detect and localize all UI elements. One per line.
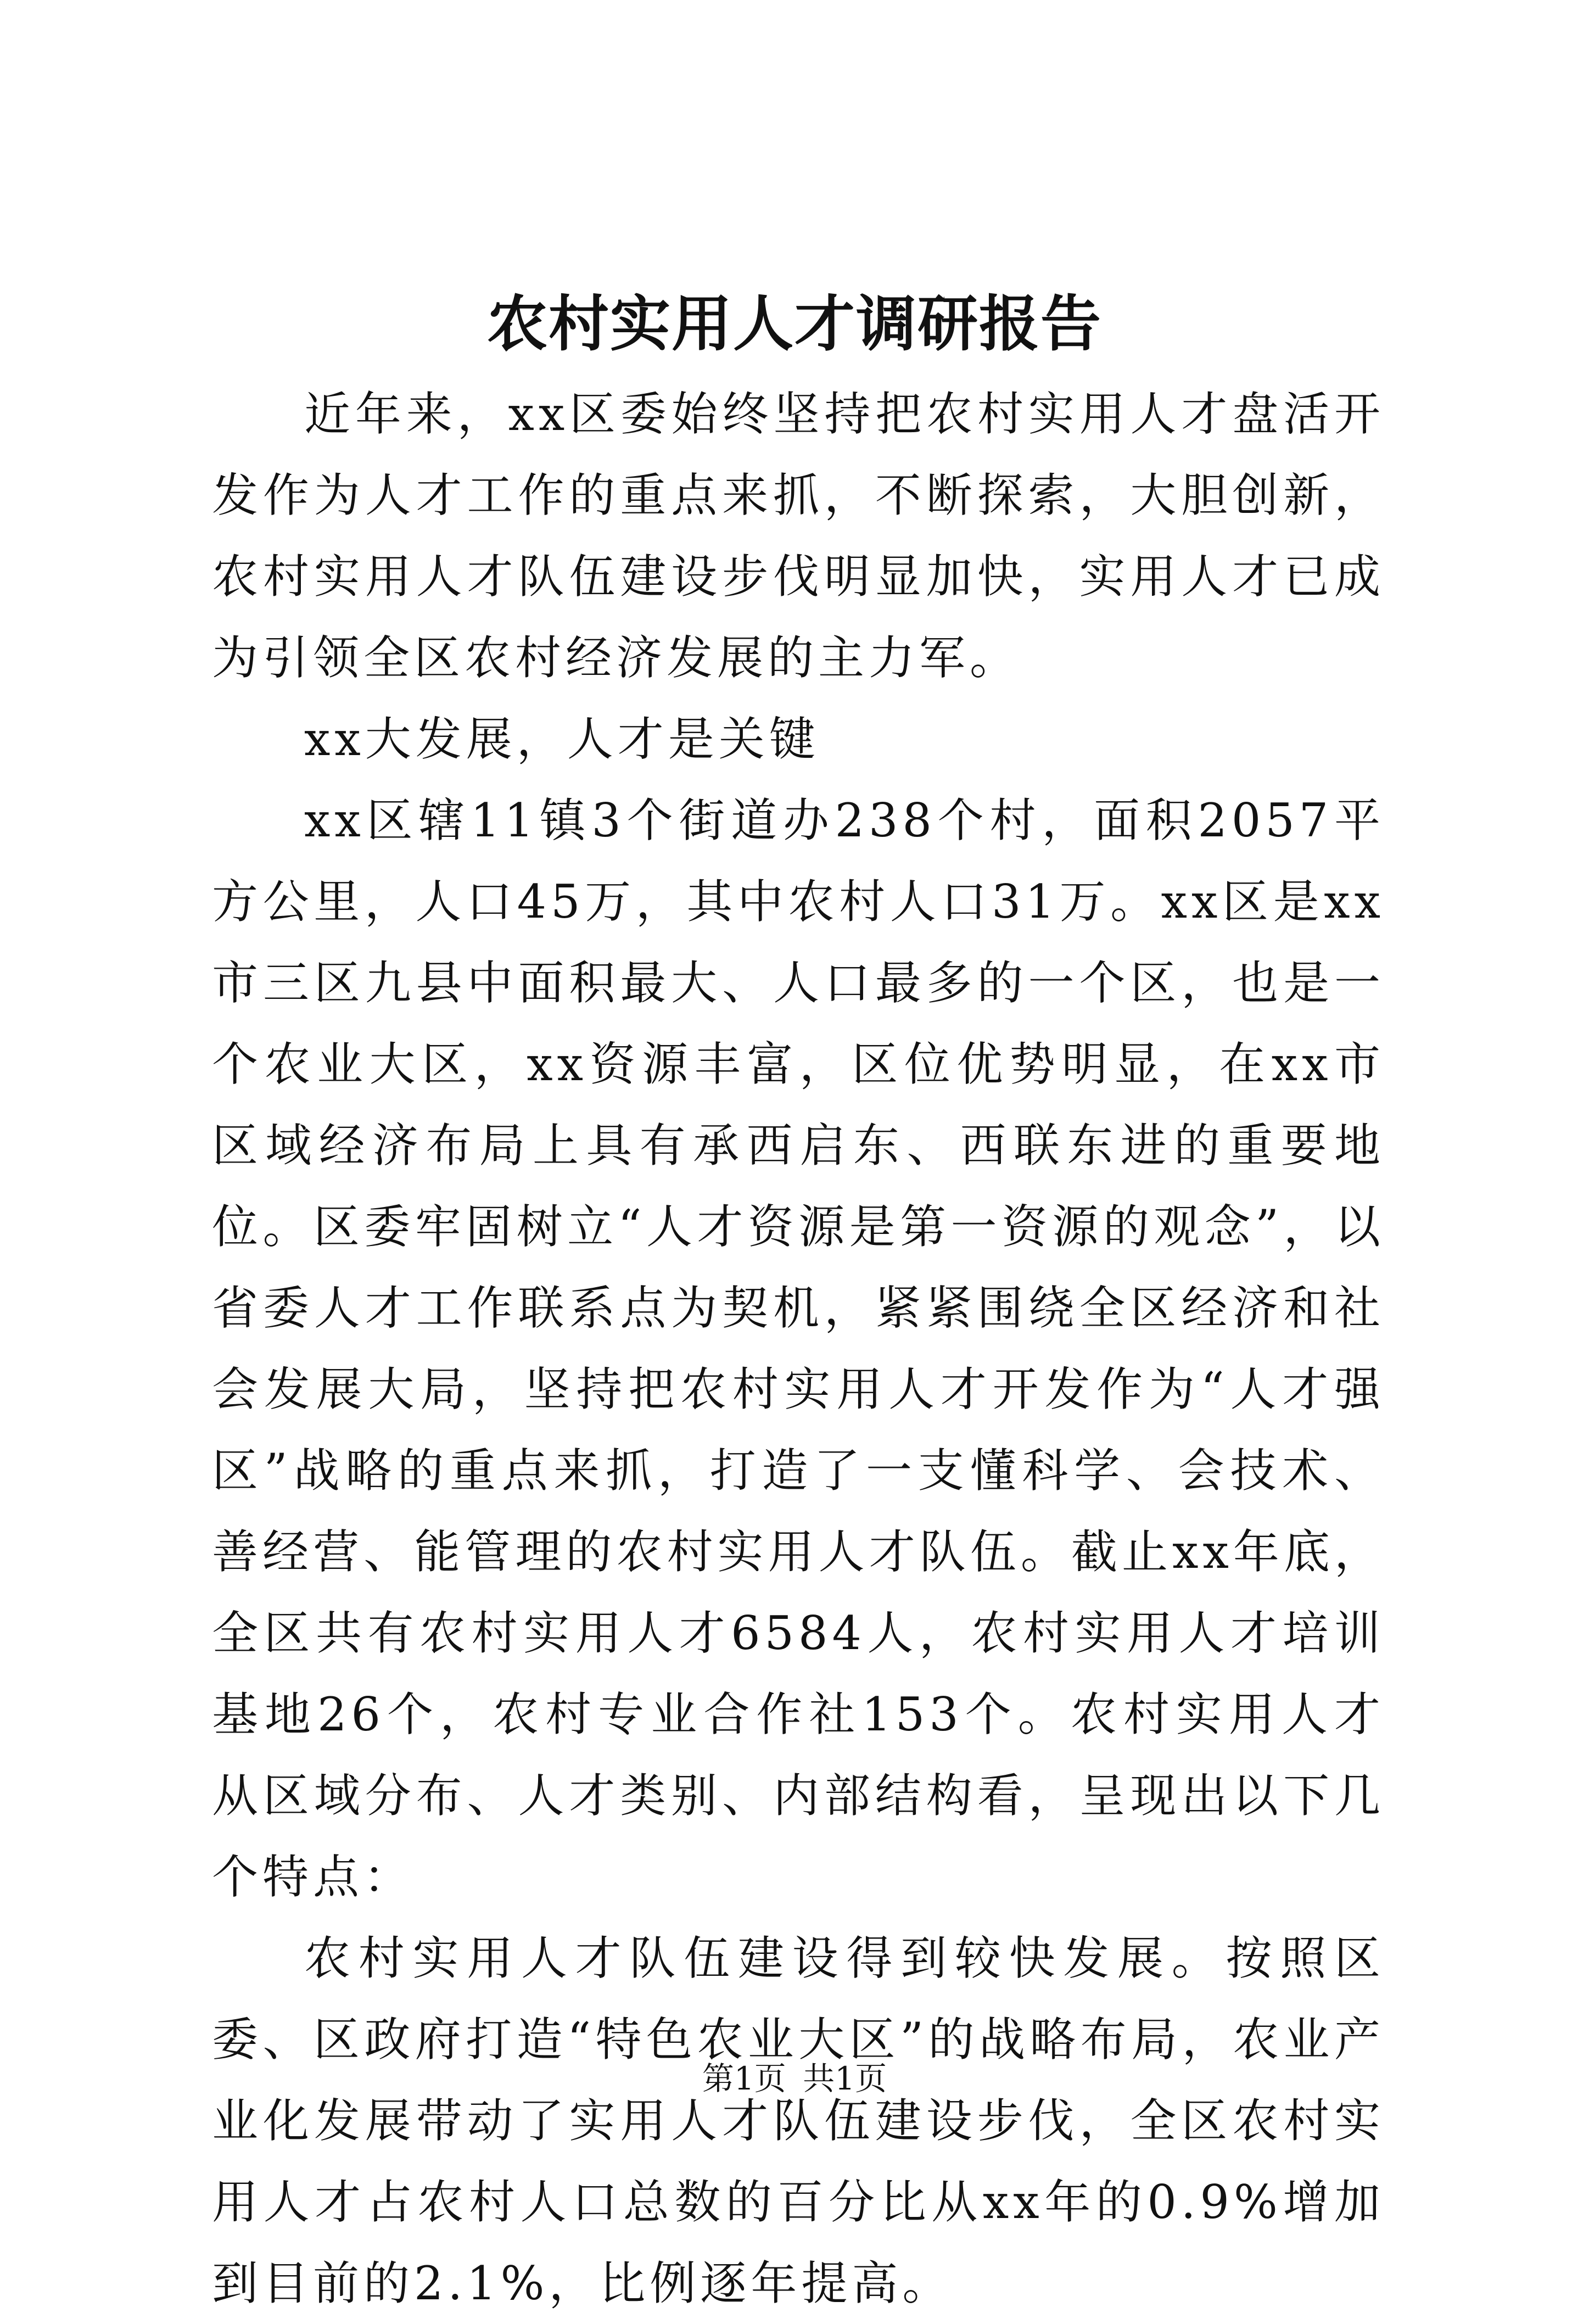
paragraph-intro: 近年来，xx区委始终坚持把农村实用人才盘活开发作为人才工作的重点来抓，不断探索，大胆创新，农村实用人才队伍建设步伐明显加快，实用人才已成为引领全区农村经济发展的主力军。 <box>212 387 1385 685</box>
paragraph-heading: xx大发展，人才是关键 <box>304 712 820 766</box>
document-body <box>212 373 1385 2324</box>
paragraph-development: 农村实用人才队伍建设得到较快发展。按照区委、区政府打造“特色农业大区”的战略布局，农业产业化发展带动了实用人才队伍建设步伐，全区农村实用人才占农村人口总数的百分比从xx年的0.9%增加到目前的2.1%，比例逐年提高。 <box>212 1931 1385 2310</box>
document-title: 农村实用人才调研报告 <box>487 288 1102 359</box>
page-total: 共1页 <box>803 2060 887 2097</box>
page-number: 第1页 <box>702 2060 786 2097</box>
page-footer <box>0 2057 1589 2100</box>
paragraph-overview: xx区辖11镇3个街道办238个村，面积2057平方公里，人口45万，其中农村人口31万。xx区是xx市三区九县中面积最大、人口最多的一个区，也是一个农业大区，xx资源丰富，区位优势明显，在xx市区域经济布局上具有承西启东、西联东进的重要地位。区委牢固树立“人才资源是第一资源的观念”，以省委人才工作联系点为契机，紧紧围绕全区经济和社会发展大局，坚持把农村实用人才开发作为“人才强区”战略的重点来抓，打造了一支懂科学、会技术、善经营、能管理的农村实用人才队伍。截止xx年底，全区共有农村实用人才6584人，农村实用人才培训基地26个，农村专业合作社153个。农村实用人才从区域分布、人才类别、内部结构看，呈现出以下几个特点： <box>212 794 1385 1904</box>
